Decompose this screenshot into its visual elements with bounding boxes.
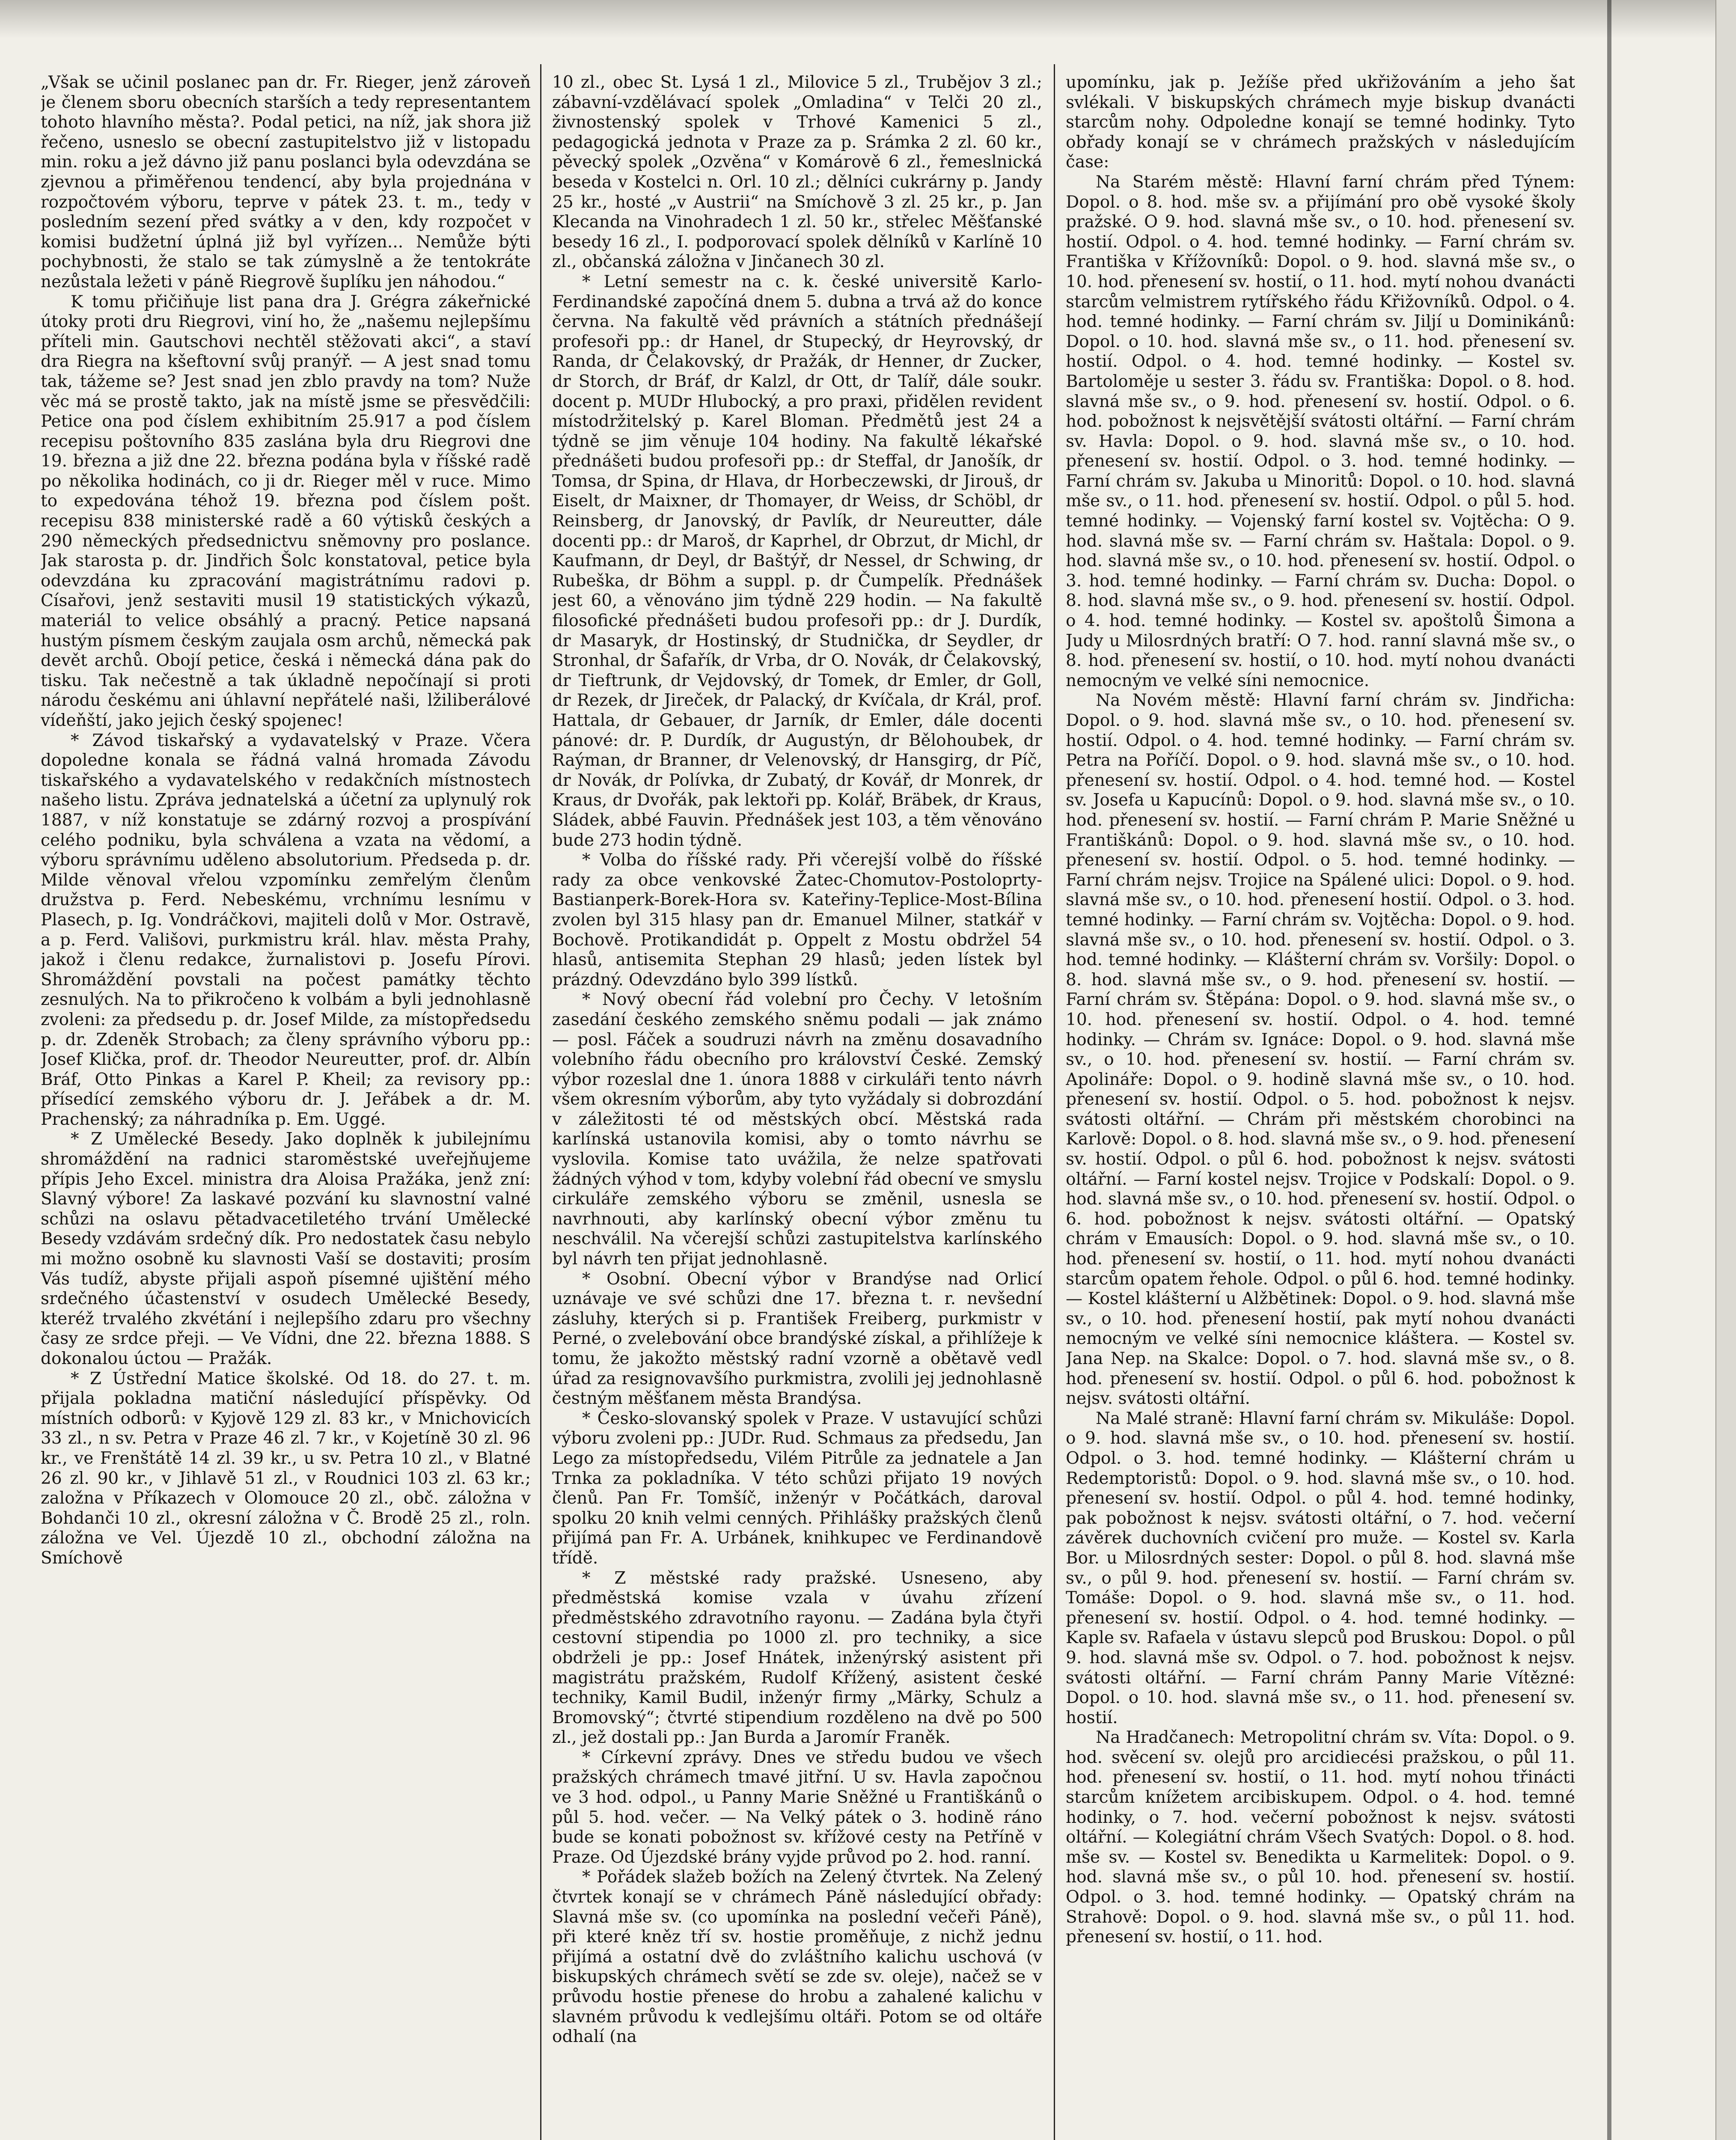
page-edge bbox=[1715, 0, 1736, 2140]
article-paragraph: * Z městské rady pražské. Usneseno, aby předměstská komise vzala v úvahu zřízení předměstského zdravotního rayonu. — Zadána byla čtyři cestovní stipendia po 1000 zl. pro techniky, a sice obdrželi je pp.: Josef Hnátek, inženýrský asistent při magistrátu pražském, Rudolf Křížený, asistent české techniky, Kamil Budil, inženýr firmy „Märky, Schulz a Bromovský“; čtvrté stipendium rozděleno na dvě po 500 zl., jež dostali pp.: Jan Burda a Jaromír Franěk. bbox=[552, 1568, 1042, 1748]
column-rule bbox=[540, 64, 541, 2140]
column-1 bbox=[41, 73, 531, 2140]
article-paragraph: * Církevní zprávy. Dnes ve středu budou ve všech pražských chrámech tmavé jitřní. U sv. Havla započnou ve 3 hod. odpol., u Panny Marie Sněžné u Františkánů o půl 5. hod. večer. — Na Velký pátek o 3. hodině ráno bude se konati pobožnost sv. křížové cesty na Petříně v Praze. Od Újezdské brány vyjde průvod po 2. hod. ranní. bbox=[552, 1748, 1042, 1867]
article-paragraph: * Závod tiskařský a vydavatelský v Praze. Včera dopoledne konala se řádná valná hromada Závodu tiskařského a vydavatelského v redakčních místnostech našeho listu. Zpráva jednatelská a účetní za uplynulý rok 1887, v níž konstatuje se zdárný rozvoj a prospívání celého podniku, byla schválena a vzata na vědomí, a výboru správnímu uděleno absolutorium. Předseda p. dr. Milde věnoval vřelou vzpomínku zemřelým členům družstva p. Ferd. Nebeskému, vrchnímu lesnímu v Plasech, p. Ig. Vondráčkovi, majiteli dolů v Mor. Ostravě, a p. Ferd. Vališovi, purkmistru král. hlav. města Prahy, jakož i členu redakce, žurnalistovi p. Josefu Pírovi. Shromáždění povstali na počest památky těchto zesnulých. Na to přikročeno k volbám a byli jednohlasně zvoleni: za předsedu p. dr. Josef Milde, za místopředsedu p. dr. Zdeněk Strobach; za členy správního výboru pp.: Josef Klička, prof. dr. Theodor Neureutter, prof. dr. Albín Bráf, Otto Pinkas a Karel P. Kheil; za revisory pp.: přísedící zemského výboru dr. J. Jeřábek a dr. M. Prachenský; za náhradníka p. Em. Uggé. bbox=[41, 731, 531, 1129]
article-paragraph: Na Novém městě: Hlavní farní chrám sv. Jindřicha: Dopol. o 9. hod. slavná mše sv., o 10. hod. přenesení sv. hostií. Odpol. o 4. hod. temné hodinky. — Farní chrám sv. Petra na Poříčí. Dopol. o 9. hod. slavná mše sv., o 10. hod. přenesení sv. hostií. Odpol. o 4. hod. temné hod. — Kostel sv. Josefa u Kapucínů: Dopol. o 9. hod. slavná mše sv., o 10. hod. přenesení sv. hostií. — Farní chrám P. Marie Sněžné u Františkánů: Dopol. o 9. hod. slavná mše sv., o 10. hod. přenesení sv. hostií. Odpol. o 5. hod. temné hodinky. — Farní chrám nejsv. Trojice na Spálené ulici: Dopol. o 9. hod. slavná mše sv., o 10. hod. přenesení hostií. Odpol. o 3. hod. temné hodinky. — Farní chrám sv. Vojtěcha: Dopol. o 9. hod. slavná mše sv., o 10. hod. přenesení sv. hostií. Odpol. o 3. hod. temné hodinky. — Klášterní chrám sv. Voršily: Dopol. o 8. hod. slavná mše sv., o 9. hod. přenesení sv. hostií. — Farní chrám sv. Štěpána: Dopol. o 9. hod. slavná mše sv., o 10. hod. přenesení sv. hostií. Odpol. o 4. hod. temné hodinky. — Chrám sv. Ignáce: Dopol. o 9. hod. slavná mše sv., o 10. hod. přenesení sv. hostií. — Farní chrám sv. Apolináře: Dopol. o 9. hodině slavná mše sv., o 10. hod. přenesení sv. hostií. Odpol. o 5. hod. pobožnost k nejsv. svátosti oltářní. — Chrám při městském chorobinci na Karlově: Dopol. o 8. hod. slavná mše sv., o 9. hod. přenesení sv. hostií. Odpol. o půl 6. hod. pobožnost k nejsv. svátosti oltářní. — Farní kostel nejsv. Trojice v Podskalí: Dopol. o 9. hod. slavná mše sv., o 10. hod. přenesení sv. hostií. Odpol. o 6. hod. pobožnost k nejsv. svátosti oltářní. — Opatský chrám v Emausích: Dopol. o 9. hod. slavná mše sv., o 10. hod. přenesení sv. hostií, o 11. hod. mytí nohou dvanácti starcům opatem řehole. Odpol. o půl 6. hod. temné hodinky. — Kostel klášterní u Alžbětinek: Dopol. o 9. hod. slavná mše sv., o 10. hod. přenesení hostií, pak mytí nohou dvanácti nemocným ve velké síni nemocnice kláštera. — Kostel sv. Jana Nep. na Skalce: Dopol. o 7. hod. slavná mše sv., o 8. hod. přenesení sv. hostií. Odpol. o půl 6. hod. pobožnost k nejsv. svátosti oltářní. bbox=[1066, 691, 1575, 1409]
column-rule bbox=[1054, 64, 1055, 2140]
article-paragraph: * Česko-slovanský spolek v Praze. V ustavující schůzi výboru zvoleni pp.: JUDr. Rud. Schmaus za předsedu, Jan Lego za místopředsedu, Vilém Pitrůle za jednatele a Jan Trnka za pokladníka. V této schůzi přijato 19 nových členů. Pan Fr. Tomšíč, inženýr v Počátkách, daroval spolku 20 knih velmi cenných. Přihlášky pražských členů přijímá pan Fr. A. Urbánek, knihkupec ve Ferdinandově třídě. bbox=[552, 1409, 1042, 1568]
article-paragraph: Na Hradčanech: Metropolitní chrám sv. Víta: Dopol. o 9. hod. svěcení sv. olejů pro arcidiecési pražskou, o půl 11. hod. přenesení sv. hostií, o 11. hod. mytí nohou třinácti starcům knížetem arcibiskupem. Odpol. o 4. hod. temné hodinky, o 7. hod. večerní pobožnost k nejsv. svátosti oltářní. — Kolegiátní chrám Všech Svatých: Dopol. o 8. hod. mše sv. — Kostel sv. Benedikta u Karmelitek: Dopol. o 9. hod. slavná mše sv., o půl 10. hod. přenesení sv. hostií. Odpol. o 3. hod. temné hodinky. — Opatský chrám na Strahově: Dopol. o 9. hod. slavná mše sv., o půl 11. hod. přenesení sv. hostií, o 11. hod. bbox=[1066, 1728, 1575, 1947]
article-paragraph: * Z Ústřední Matice školské. Od 18. do 27. t. m. přijala pokladna matiční následující příspěvky. Od místních odborů: v Kyjově 129 zl. 83 kr., v Mnichovicích 33 zl., n sv. Petra v Praze 46 zl. 7 kr., v Kojetíně 30 zl. 96 kr., ve Frenštátě 14 zl. 39 kr., u sv. Petra 10 zl., v Blatné 26 zl. 90 kr., v Jihlavě 51 zl., v Roudnici 103 zl. 63 kr.; založna v Příkazech v Olomouce 20 zl., obč. záložna v Bohdanči 10 zl., okresní záložna v Č. Brodě 25 zl., roln. záložna ve Vel. Újezdě 10 zl., obchodní záložna na Smíchově bbox=[41, 1369, 531, 1568]
column-3 bbox=[1066, 73, 1575, 2140]
binding-shadow bbox=[1607, 0, 1611, 2140]
article-paragraph: K tomu přičiňuje list pana dra J. Grégra zákeřnické útoky proti dru Riegrovi, viní ho, že „našemu nejlepšímu příteli min. Gautschovi nechtěl stěžovati akci“, a staví dra Riegra na kšeftovní svůj pranýř. — A jest snad tomu tak, tážeme se? Jest snad jen zblo pravdy na tom? Nuže věc má se prostě takto, jak na místě jsme se přesvědčili: Petice ona pod číslem exhibitním 25.917 a pod číslem recepisu poštovního 835 zaslána byla dru Riegrovi dne 19. března a již dne 22. března podána byla v říšské radě po několika hodinách, co ji dr. Rieger měl v ruce. Mimo to expedována téhož 19. března pod číslem pošt. recepisu 838 ministerské radě a 60 výtisků českých a 290 německých předsednictvu sněmovny pro poslance. Jak starosta p. dr. Jindřich Šolc konstatoval, petice byla odevzdána ku zpracování magistrátnímu radovi p. Císařovi, jenž sestaviti musil 19 statistických výkazů, materiál to velice obsáhlý a pracný. Petice napsaná hustým písmem českým zaujala osm archů, německá pak devět archů. Obojí petice, česká i německá dána pak do tisku. Tak nečestně a tak úkladně nepočínají si proti národu českému ani úhlavní nepřátelé naši, lžiliberálové vídeňští, jako jejich český spojenec! bbox=[41, 292, 531, 730]
column-2 bbox=[552, 73, 1042, 2140]
article-paragraph: * Osobní. Obecní výbor v Brandýse nad Orlicí uznávaje ve své schůzi dne 17. března t. r. nevšední zásluhy, kterých si p. František Freiberg, purkmistr v Perné, o zvelebování obce brandýské získal, a přihlížeje k tomu, že jakožto městský radní vzorně a obětavě vedl úřad za resignovavšího purkmistra, zvolili jej jednohlasně čestným měšťanem města Brandýsa. bbox=[552, 1269, 1042, 1409]
article-paragraph: Na Malé straně: Hlavní farní chrám sv. Mikuláše: Dopol. o 9. hod. slavná mše sv., o 10. hod. přenesení sv. hostií. Odpol. o 3. hod. temné hodinky. — Klášterní chrám u Redemptoristů: Dopol. o 9. hod. slavná mše sv., o 10. hod. přenesení sv. hostií. Odpol. o půl 4. hod. temné hodinky, pak pobožnost k nejsv. svátosti oltářní, o 7. hod. večerní závěrek duchovních cvičení pro muže. — Kostel sv. Karla Bor. u Milosrdných sester: Dopol. o půl 8. hod. slavná mše sv., o půl 9. hod. přenesení sv. hostií. — Farní chrám sv. Tomáše: Dopol. o 9. hod. slavná mše sv., o 11. hod. přenesení sv. hostií. Odpol. o 4. hod. temné hodinky. — Kaple sv. Rafaela v ústavu slepců pod Bruskou: Dopol. o půl 9. hod. slavná mše sv. Odpol. o 7. hod. pobožnost k nejsv. svátosti oltářní. — Farní chrám Panny Marie Vítězné: Dopol. o 10. hod. slavná mše sv., o 11. hod. přenesení sv. hostií. bbox=[1066, 1409, 1575, 1727]
top-edge-shadow bbox=[0, 0, 1736, 39]
article-paragraph: * Letní semestr na c. k. české universitě Karlo-Ferdinandské započíná dnem 5. dubna a trvá až do konce června. Na fakultě věd právních a státních přednášejí profesoři pp.: dr Hanel, dr Stupecký, dr Heyrovský, dr Randa, dr Čelakovský, dr Pražák, dr Henner, dr Zucker, dr Storch, dr Bráf, dr Kalzl, dr Ott, dr Talíř, dále soukr. docent p. MUDr Hlubocký, a pro praxi, přidělen revident místodržitelský p. Karel Bloman. Předmětů jest 24 a týdně se jim věnuje 104 hodiny. Na fakultě lékařské přednášeti budou profesoři pp.: dr Steffal, dr Janošík, dr Tomsa, dr Spina, dr Hlava, dr Horbeczewski, dr Jirouš, dr Eiselt, dr Maixner, dr Thomayer, dr Weiss, dr Schöbl, dr Reinsberg, dr Janovský, dr Pavlík, dr Neureutter, dále docenti pp.: dr Maroš, dr Kaprhel, dr Obrzut, dr Michl, dr Kaufmann, dr Deyl, dr Baštýř, dr Nessel, dr Schwing, dr Rubeška, dr Böhm a suppl. p. dr Čumpelík. Přednášek jest 60, a věnováno jim týdně 229 hodin. — Na fakultě filosofické přednášeti budou profesoři pp.: dr J. Durdík, dr Masaryk, dr Hostinský, dr Studnička, dr Seydler, dr Stronhal, dr Šafařík, dr Vrba, dr O. Novák, dr Čelakovský, dr Tieftrunk, dr Vejdovský, dr Tomek, dr Emler, dr Goll, dr Rezek, dr Jireček, dr Palacký, dr Kvíčala, dr Král, prof. Hattala, dr Gebauer, dr Jarník, dr Emler, dále docenti pánové: dr. P. Durdík, dr Augustýn, dr Bělohoubek, dr Raýman, dr Branner, dr Velenovský, dr Hansgirg, dr Píč, dr Novák, dr Polívka, dr Zubatý, dr Kovář, dr Monrek, dr Kraus, dr Dvořák, pak lektoři pp. Kolář, Bräbek, dr Kraus, Sládek, abbé Fauvin. Přednášek jest 103, a těm věnováno bude 273 hodin týdně. bbox=[552, 272, 1042, 850]
article-paragraph: * Volba do říšské rady. Při včerejší volbě do říšské rady za obce venkovské Žatec-Chomutov-Postoloprty-Bastianperk-Borek-Hora sv. Kateřiny-Teplice-Most-Bílina zvolen byl 315 hlasy pan dr. Emanuel Milner, statkář v Bochově. Protikandidát p. Oppelt z Mostu obdržel 54 hlasů, antisemita Stephan 29 hlasů; jeden lístek byl prázdný. Odevzdáno bylo 399 lístků. bbox=[552, 850, 1042, 990]
article-paragraph: 10 zl., obec St. Lysá 1 zl., Milovice 5 zl., Trubějov 3 zl.; zábavní-vzdělávací spolek „Omladina“ v Telči 20 zl., živnostenský spolek v Trhové Kamenici 5 zl., pedagogická jednota v Praze za p. Srámka 2 zl. 60 kr., pěvecký spolek „Ozvěna“ v Komárově 6 zl., řemeslnická beseda v Kostelci n. Orl. 10 zl.; dělníci cukrárny p. Jandy 25 kr., hosté „v Austrii“ na Smíchově 3 zl. 25 kr., p. Jan Klecanda na Vinohradech 1 zl. 50 kr., střelec Měšťanské besedy 16 zl., I. podporovací spolek dělníků v Karlíně 10 zl., občanská záložna v Jinčanech 30 zl. bbox=[552, 73, 1042, 272]
article-paragraph: * Nový obecní řád volební pro Čechy. V letošním zasedání českého zemského sněmu podali — jak známo — posl. Fáček a soudruzi návrh na změnu dosavadního volebního řádu obecního pro království České. Zemský výbor rozeslal dne 1. února 1888 v cirkuláři tento návrh všem okresním výborům, aby tyto vyžádaly si dobrozdání v záležitosti té od městských obcí. Městská rada karlínská ustanovila komisi, aby o tomto návrhu se vyslovila. Komise tato uvážila, že nelze spatřovati žádných výhod v tom, kdyby volební řád obecní ve smyslu cirkuláře zemského výboru se změnil, usnesla se navrhnouti, aby karlínský obecní výbor změnu tu neschválil. Na včerejší schůzi zastupitelstva karlínského byl návrh ten přijat jednohlasně. bbox=[552, 990, 1042, 1269]
article-paragraph: Na Starém městě: Hlavní farní chrám před Týnem: Dopol. o 8. hod. mše sv. a přijímání pro obě vysoké školy pražské. O 9. hod. slavná mše sv., o 10. hod. přenesení sv. hostií. Odpol. o 4. hod. temné hodinky. — Farní chrám sv. Františka v Křížovníků: Dopol. o 9. hod. slavná mše sv., o 10. hod. přenesení sv. hostií, o 11. hod. mytí nohou dvanácti starcům velmistrem rytířského řádu Křižovníků. Odpol. o 4. hod. temné hodinky. — Farní chrám sv. Jiljí u Dominikánů: Dopol. o 10. hod. slavná mše sv., o 11. hod. přenesení sv. hostií. Odpol. o 4. hod. temné hodinky. — Kostel sv. Bartoloměje u sester 3. řádu sv. Františka: Dopol. o 8. hod. slavná mše sv., o 9. hod. přenesení sv. hostií. Odpol. o 6. hod. pobožnost k nejsvětější svátosti oltářní. — Farní chrám sv. Havla: Dopol. o 9. hod. slavná mše sv., o 10. hod. přenesení sv. hostií. Odpol. o 3. hod. temné hodinky. — Farní chrám sv. Jakuba u Minoritů: Dopol. o 10. hod. slavná mše sv., o 11. hod. přenesení sv. hostií. Odpol. o půl 5. hod. temné hodinky. — Vojenský farní kostel sv. Vojtěcha: O 9. hod. slavná mše sv. — Farní chrám sv. Haštala: Dopol. o 9. hod. slavná mše sv., o 10. hod. přenesení sv. hostií. Odpol. o 3. hod. temné hodinky. — Farní chrám sv. Ducha: Dopol. o 8. hod. slavná mše sv., o 9. hod. přenesení sv. hostií. Odpol. o 4. hod. temné hodinky. — Kostel sv. apoštolů Šimona a Judy u Milosrdných bratří: O 7. hod. ranní slavná mše sv., o 8. hod. přenesení sv. hostií, o 10. hod. mytí nohou dvanácti nemocným ve velké síni nemocnice. bbox=[1066, 172, 1575, 690]
article-paragraph: „Však se učinil poslanec pan dr. Fr. Rieger, jenž zároveň je členem sboru obecních starších a tedy representantem tohoto hlavního města?. Podal petici, na níž, jak shora již řečeno, usneslo se obecní zastupitelstvo již v listopadu min. roku a jež dávno již panu poslanci byla odevzdána se zjevnou a přiměřenou tendencí, aby byla projednána v rozpočtovém výboru, teprve v pátek 23. t. m., tedy v posledním sezení před svátky a v den, kdy rozpočet v komisi budžetní úplná již byl vyřízen... Nemůže býti pochybnosti, že stalo se tak zúmyslně a že tentokráte nezůstala ležeti v páně Riegrově šuplíku jen náhodou.“ bbox=[41, 73, 531, 291]
article-paragraph: * Z Umělecké Besedy. Jako doplněk k jubilejnímu shromáždění na radnici staroměstské uveřejňujeme přípis Jeho Excel. ministra dra Aloisa Pražáka, jenž zní: Slavný výbore! Za laskavé pozvání ku slavnostní valné schůzi na oslavu pětadvacetiletého trvání Umělecké Besedy vzdávám srdečný dík. Pro nedostatek času nebylo mi možno osobně ku slavnosti Vaší se dostaviti; prosím Vás tudíž, abyste přijali aspoň písemné ujištění mého srdečného účastenství v osudech Umělecké Besedy, kteréž trvalého zkvétání i nejlepšího zdaru pro všechny časy ze srdce přeji. — Ve Vídni, dne 22. března 1888. S dokonalou úctou — Pražák. bbox=[41, 1129, 531, 1368]
article-paragraph: * Pořádek slažeb božích na Zelený čtvrtek. Na Zelený čtvrtek konají se v chrámech Páně následující obřady: Slavná mše sv. (co upomínka na poslední večeři Páně), při které kněz tří sv. hostie proměňuje, z nichž jednu přijímá a ostatní dvě do zvláštního kalichu uschová (v biskupských chrámech světí se zde sv. oleje), načež se v průvodu hostie přenese do hrobu a zahalené kalichu v slavném průvodu k vedlejšímu oltáři. Potom se od oltáře odhalí (na bbox=[552, 1867, 1042, 2047]
article-paragraph: upomínku, jak p. Ježíše před ukřižováním a jeho šat svlékali. V biskupských chrámech myje biskup dvanácti starcům nohy. Odpoledne konají se temné hodinky. Tyto obřady konají se v chrámech pražských v následujícím čase: bbox=[1066, 73, 1575, 172]
